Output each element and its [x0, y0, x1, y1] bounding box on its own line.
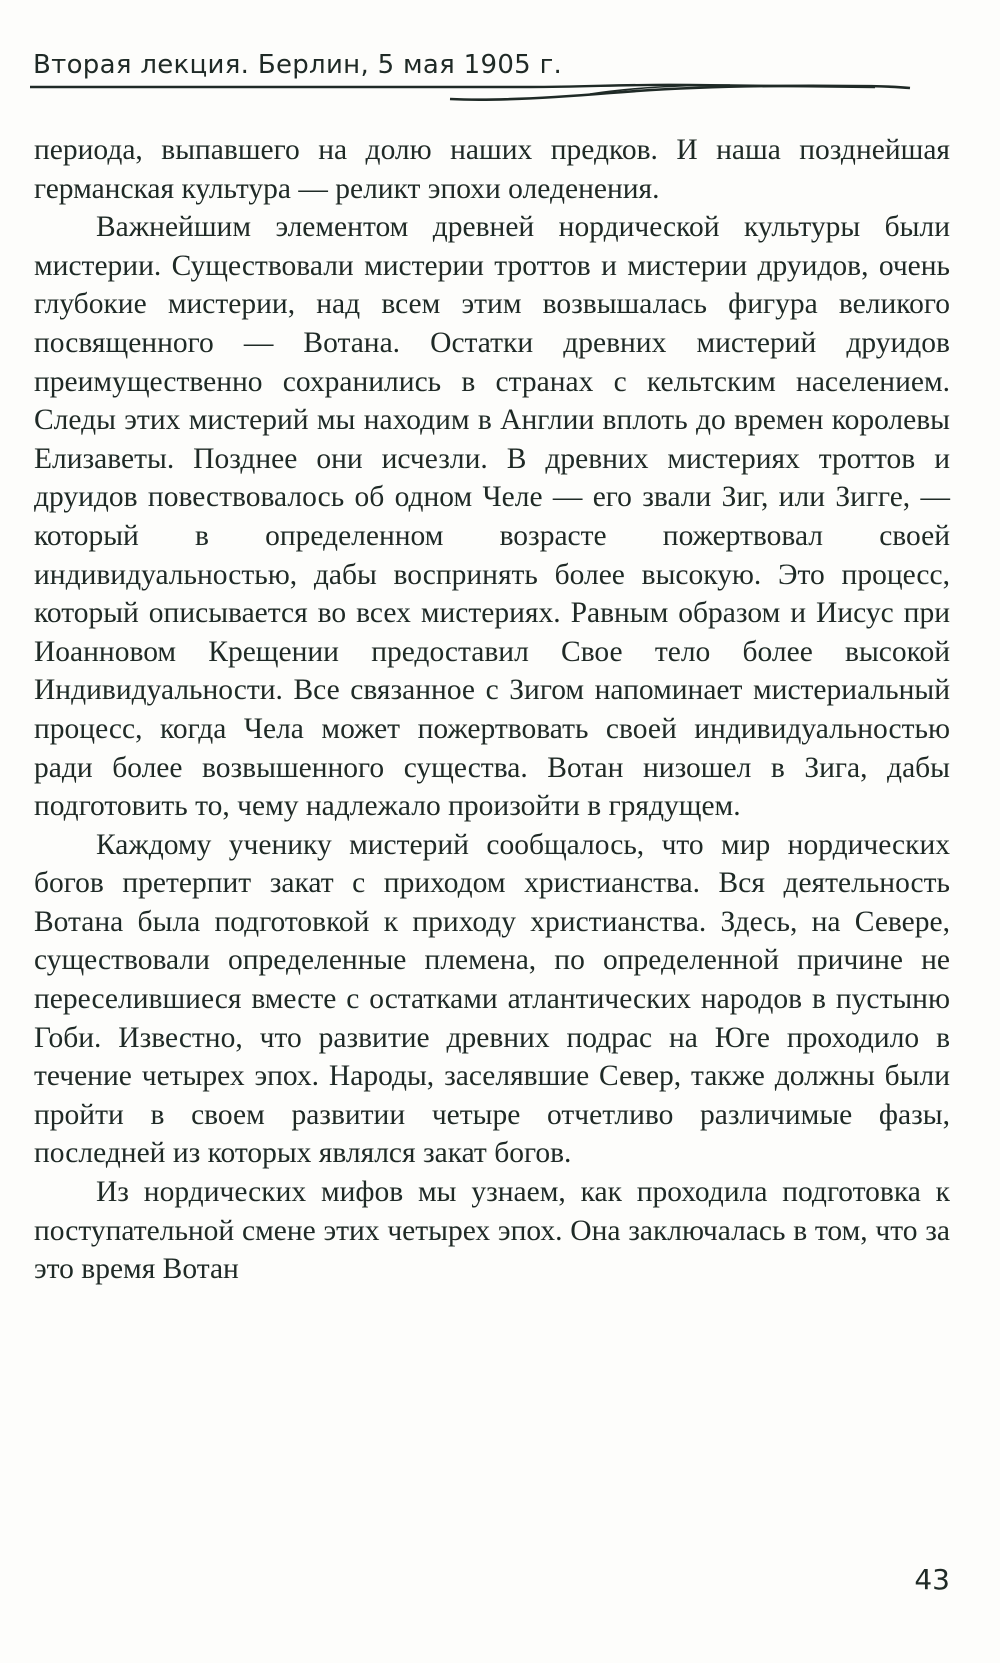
- page-number: 43: [914, 1563, 950, 1596]
- paragraph: периода, выпавшего на долю наших предков. И наша позднейшая германская культура — реликт эпохи оледенения.: [34, 134, 950, 205]
- header-decorative-rule: [30, 82, 950, 116]
- running-head: Вторая лекция. Берлин, 5 мая 1905 г.: [33, 50, 563, 80]
- paragraph: Важнейшим элементом древней нордической культуры были мистерии. Существовали мистерии троттов и мистерии друидов, очень глубокие мистерии, над всем этим возвышалась фигура великого посвященного — Вотана. Остатки древних мистерий друидов преимущественно сохранились в странах с кельтским населением. Следы этих мистерий мы находим в Англии вплоть до времен королевы Елизаветы. Позднее они исчезли. В древних мистериях троттов и друидов повествовалось об одном Челе — его звали Зиг, или Зигге, — который в определенном возрасте пожертвовал своей индивидуальностью, дабы воспринять более высокую. Это процесс, который описывается во всех мистериях. Равным образом и Иисус при Иоанновом Крещении предоставил Свое тело более высокой Индивидуальности. Все связанное с Зигом напоминает мистериальный процесс, когда Чела может пожертвовать своей индивидуальностью ради более возвышенного существа. Вотан низошел в Зига, дабы подготовить то, чему надлежало произойти в грядущем.: [34, 211, 950, 823]
- paragraph: Из нордических мифов мы узнаем, как проходила подготовка к поступательной смене этих четырех эпох. Она заключалась в том, что за это время Вотан: [34, 1176, 950, 1286]
- body-text: [34, 131, 950, 1289]
- paragraph: Каждому ученику мистерий сообщалось, что мир нордических богов претерпит закат с приходом христианства. Вся деятельность Вотана была подготовкой к приходу христианства. Здесь, на Севере, существовали определенные племена, по определенной причине не переселившиеся вместе с остатками атлантических народов в пустыню Гоби. Известно, что развитие древних подрас на Юге проходило в течение четырех эпох. Народы, заселявшие Север, также должны были пройти в своем развитии четыре отчетливо различимые фазы, последней из которых являлся закат богов.: [34, 828, 950, 1170]
